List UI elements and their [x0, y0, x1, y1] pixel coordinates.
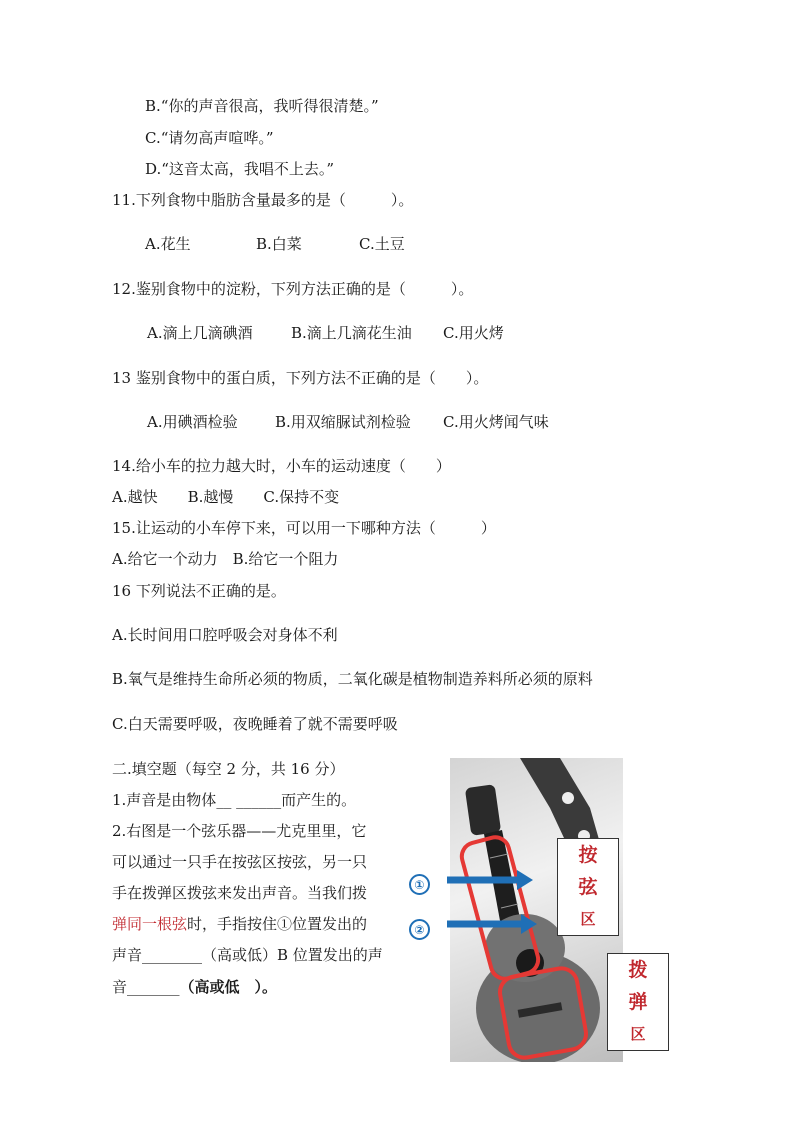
fill-item-2-line-4-post: 时，手指按住①位置发出的	[187, 915, 368, 933]
q11-option-c: C.土豆	[359, 235, 405, 253]
q10-option-b: B.“你的声音很高，我听得很清楚。”	[145, 97, 379, 115]
fretting-label-char-3: 区	[580, 910, 596, 928]
q16-option-a: A.长时间用口腔呼吸会对身体不利	[112, 626, 338, 644]
q13-option-c: C.用火烤闻气味	[443, 413, 549, 431]
headstock-shape	[465, 784, 501, 836]
position-1-marker: ①	[409, 874, 430, 895]
fill-item-2-line-6	[112, 977, 277, 997]
q12-option-c: C.用火烤	[443, 324, 504, 342]
fill-blank-1[interactable]: __ ______	[216, 791, 282, 809]
q12-option-b: B.滴上几滴花生油	[291, 324, 412, 342]
fill-item-2-line-2: 可以通过一只手在按弦区按弦，另一只	[112, 853, 368, 871]
q13-stem: 13 鉴别食物中的蛋白质，下列方法不正确的是（ ）。	[112, 369, 489, 387]
fill-item-2-line-6-pre: 音_______	[112, 978, 180, 996]
fill-item-2-line-1: 2.右图是一个弦乐器——尤克里里，它	[112, 822, 367, 840]
plucking-label-char-3: 区	[630, 1025, 646, 1043]
plucking-area-label	[607, 953, 669, 1051]
arrow-1-head	[517, 870, 533, 890]
section2-heading: 二.填空题（每空 2 分，共 16 分）	[112, 760, 345, 778]
highlight-same-string: 弹同一根弦	[112, 915, 188, 933]
fretting-area-label	[557, 838, 619, 936]
q14-stem: 14.给小车的拉力越大时，小车的运动速度（ ）	[112, 457, 451, 475]
fretting-label-char-2: 弦	[578, 876, 598, 898]
q13-option-a: A.用碘酒检验	[147, 413, 238, 431]
q14-options: A.越快 B.越慢 C.保持不变	[112, 488, 340, 506]
q11-option-a: A.花生	[145, 235, 191, 253]
fill-item-2-line-3: 手在拨弹区拨弦来发出声音。当我们拨	[112, 884, 368, 902]
q16-stem: 16 下列说法不正确的是。	[112, 582, 286, 600]
ukulele-figure	[405, 756, 675, 1066]
plucking-label-char-2: 弹	[628, 991, 648, 1013]
q11-option-b: B.白菜	[256, 235, 302, 253]
q11-stem: 11.下列食物中脂肪含量最多的是（ ）。	[112, 191, 414, 209]
fill-item-2-line-5: 声音________（高或低）B 位置发出的声	[112, 946, 383, 964]
fill-item-1	[112, 790, 356, 810]
q12-option-a: A.滴上几滴碘酒	[147, 324, 253, 342]
q10-option-c: C.“请勿高声喧哗。”	[145, 129, 274, 147]
arrow-2-head	[521, 914, 537, 934]
pointer-arrows	[443, 866, 543, 946]
fill-item-1-pre: 1.声音是由物体	[112, 791, 217, 809]
q16-option-c: C.白天需要呼吸，夜晚睡着了就不需要呼吸	[112, 715, 398, 733]
position-2-marker: ②	[409, 919, 430, 940]
plucking-label-char-1: 拨	[628, 959, 648, 981]
q15-stem: 15.让运动的小车停下来，可以用一下哪种方法（ ）	[112, 519, 496, 537]
fill-item-1-post: 而产生的。	[281, 791, 357, 809]
q13-option-b: B.用双缩脲试剂检验	[275, 413, 411, 431]
q15-options: A.给它一个动力 B.给它一个阻力	[112, 550, 339, 568]
fill-item-2-line-6-bold: （高或低 ）。	[179, 978, 278, 996]
q16-option-b: B.氧气是维持生命所必须的物质，二氧化碳是植物制造养料所必须的原料	[112, 670, 593, 688]
fill-item-2-line-4	[112, 914, 367, 934]
q12-stem: 12.鉴别食物中的淀粉，下列方法正确的是（ ）。	[112, 280, 474, 298]
q10-option-d: D.“这音太高，我唱不上去。”	[145, 160, 335, 178]
strap-dot	[562, 792, 574, 804]
fretting-label-char-1: 按	[578, 844, 598, 866]
